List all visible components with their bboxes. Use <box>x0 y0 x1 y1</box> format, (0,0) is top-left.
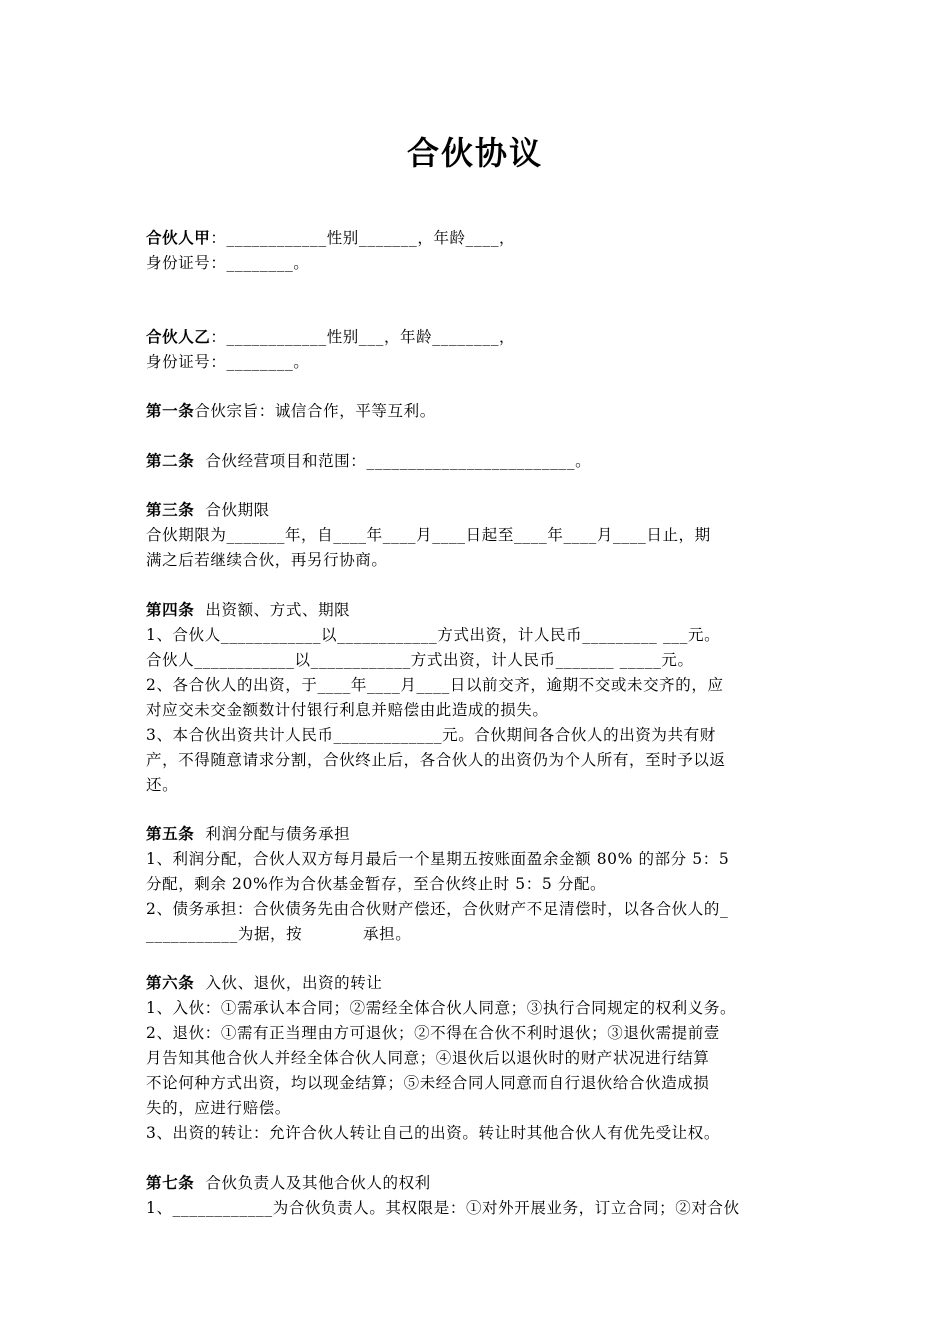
article-5-text-line: ___________为据，按 承担。 <box>146 925 412 943</box>
article-4-label: 第四条 <box>146 601 195 619</box>
article-4-text-line: 2、各合伙人的出资，于____年____月____日以前交齐，逾期不交或未交齐的，应 <box>146 676 724 694</box>
article-4-title: 出资额、方式、期限 <box>194 601 351 619</box>
article-4-text-line: 合伙人____________以____________方式出资，计人民币_______ _____元。 <box>146 651 694 669</box>
partner-b-id-line: 身份证号：________。 <box>146 353 310 371</box>
partner-b-label: 合伙人乙 <box>146 328 211 346</box>
article-1 <box>146 399 816 423</box>
partner-a-label: 合伙人甲 <box>146 229 211 247</box>
article-4-text-line: 3、本合伙出资共计人民币_____________元。合伙期间各合伙人的出资为共有财 <box>146 726 716 744</box>
article-6-text-line: 3、出资的转让：允许合伙人转让自己的出资。转让时其他合伙人有优先受让权。 <box>146 1124 720 1142</box>
article-6-label: 第六条 <box>146 974 195 992</box>
article-5-text-line: 2、债务承担：合伙债务先由合伙财产偿还，合伙财产不足清偿时，以各合伙人的_ <box>146 900 729 918</box>
article-2-label: 第二条 <box>146 452 195 470</box>
article-6-heading <box>146 971 816 995</box>
article-4-text-line: 还。 <box>146 776 179 794</box>
partner-b-fields: ：____________性别___，年龄________， <box>210 328 516 346</box>
partner-a-line <box>146 226 816 250</box>
article-3-text-line: 合伙期限为_______年，自____年____月____日起至____年____月____日止，期 <box>146 526 711 544</box>
article-7-heading <box>146 1171 816 1195</box>
article-3-title: 合伙期限 <box>194 501 270 519</box>
article-3-label: 第三条 <box>146 501 195 519</box>
document-title: 合伙协议 <box>406 134 543 172</box>
article-6-title: 入伙、退伙，出资的转让 <box>194 974 383 992</box>
article-1-text: 合伙宗旨：诚信合作，平等互利。 <box>194 402 436 420</box>
article-6-text-line: 2、退伙：①需有正当理由方可退伙；②不得在合伙不利时退伙；③退伙需提前壹 <box>146 1024 720 1042</box>
article-4-text-line: 产，不得随意请求分割，合伙终止后，各合伙人的出资仍为个人所有，至时予以返 <box>146 751 726 769</box>
article-2-text: 合伙经营项目和范围：_________________________。 <box>194 452 592 470</box>
article-7-text-line: 1、____________为合伙负责人。其权限是：①对外开展业务，订立合同；②对合伙 <box>146 1199 740 1217</box>
article-6-text-line: 月告知其他合伙人并经全体合伙人同意；④退伙后以退伙时的财产状况进行结算 <box>146 1049 710 1067</box>
article-5-label: 第五条 <box>146 825 195 843</box>
article-3-heading <box>146 498 816 522</box>
partner-a-fields: ：____________性别_______，年龄____， <box>210 229 516 247</box>
article-4-heading <box>146 598 816 622</box>
article-5-heading <box>146 822 816 846</box>
article-6-text-line: 失的，应进行赔偿。 <box>146 1099 291 1117</box>
article-7-label: 第七条 <box>146 1174 195 1192</box>
partner-b-line <box>146 325 816 349</box>
article-5-title: 利润分配与债务承担 <box>194 825 351 843</box>
article-4-text-line: 对应交未交金额数计付银行利息并赔偿由此造成的损失。 <box>146 701 549 719</box>
article-5-text-line: 分配，剩余 20%作为合伙基金暂存，至合伙终止时 5：5 分配。 <box>146 875 607 893</box>
article-6-text-line: 不论何种方式出资，均以现金结算；⑤未经合同人同意而自行退伙给合伙造成损 <box>146 1074 710 1092</box>
article-7-title: 合伙负责人及其他合伙人的权利 <box>194 1174 431 1192</box>
article-4-text-line: 1、合伙人____________以____________方式出资，计人民币_________ ___元。 <box>146 626 721 644</box>
partner-a-id-line: 身份证号：________。 <box>146 254 310 272</box>
article-5-text-line: 1、利润分配，合伙人双方每月最后一个星期五按账面盈余金额 80% 的部分 5：5 <box>146 850 730 868</box>
article-3-text-line: 满之后若继续合伙，再另行协商。 <box>146 551 388 569</box>
article-1-label: 第一条 <box>146 402 195 420</box>
article-2 <box>146 449 816 473</box>
article-6-text-line: 1、入伙：①需承认本合同；②需经全体合伙人同意；③执行合同规定的权利义务。 <box>146 999 737 1017</box>
